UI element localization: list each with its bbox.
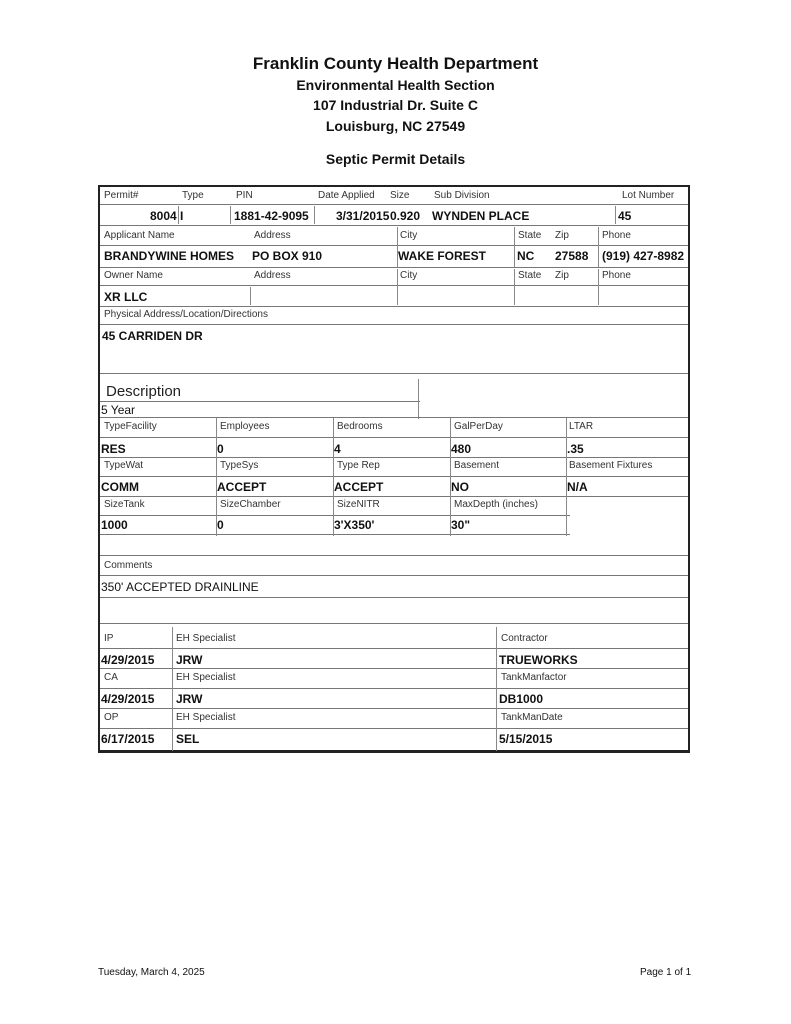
owner-address-label: Address [254, 270, 291, 281]
applicant-name: BRANDYWINE HOMES [104, 249, 235, 263]
address-line: 107 Industrial Dr. Suite C [313, 97, 478, 113]
location-label: Physical Address/Location/Directions [104, 309, 268, 320]
applicant-address: PO BOX 910 [252, 249, 323, 263]
size-label: Size [390, 190, 410, 201]
basement-fixtures-label: Basement Fixtures [569, 460, 653, 471]
type-facility-value: RES [101, 442, 126, 456]
size-tank-label: SizeTank [104, 499, 145, 510]
ca-date: 4/29/2015 [101, 692, 155, 706]
type-wat-value: COMM [101, 480, 139, 494]
owner-name-label: Owner Name [104, 270, 163, 281]
form-title: Septic Permit Details [325, 151, 466, 167]
applicant-state: NC [517, 249, 535, 263]
type-sys-value: ACCEPT [217, 480, 267, 494]
type-facility-label: TypeFacility [104, 421, 157, 432]
ltar-value: .35 [567, 442, 584, 456]
type-rep-label: Type Rep [337, 460, 380, 471]
comments-value: 350' ACCEPTED DRAINLINE [101, 580, 259, 594]
applicant-zip: 27588 [555, 249, 589, 263]
size-value: 0.920 [390, 209, 421, 223]
size-nitr-label: SizeNITR [337, 499, 380, 510]
description-heading: Description [106, 383, 182, 400]
basement-label: Basement [454, 460, 500, 471]
tank-man-date-value: 5/15/2015 [499, 732, 553, 746]
max-depth-value: 30" [451, 518, 471, 532]
employees-label: Employees [220, 421, 270, 432]
permit-label: Permit# [104, 190, 139, 201]
contractor-label: Contractor [501, 633, 548, 644]
applicant-name-label: Applicant Name [104, 230, 175, 241]
ip-label: IP [104, 633, 114, 644]
ip-specialist-label: EH Specialist [176, 633, 236, 644]
date-applied-value: 3/31/2015 [336, 209, 390, 223]
city-line: Louisburg, NC 27549 [325, 118, 466, 134]
contractor-value: TRUEWORKS [499, 653, 578, 667]
op-specialist-label: EH Specialist [176, 712, 236, 723]
permit-form [98, 185, 690, 753]
lot-number-value: 45 [618, 209, 632, 223]
department-title: Franklin County Health Department [252, 54, 539, 73]
op-specialist: SEL [176, 732, 200, 746]
type-label: Type [182, 190, 204, 201]
ip-date: 4/29/2015 [101, 653, 155, 667]
size-nitr-value: 3'X350' [334, 518, 375, 532]
ca-specialist-label: EH Specialist [176, 672, 236, 683]
owner-state-label: State [518, 270, 542, 281]
basement-value: NO [451, 480, 469, 494]
footer-page: Page 1 of 1 [640, 967, 692, 978]
employees-value: 0 [217, 442, 224, 456]
pin-value: 1881-42-9095 [234, 209, 309, 223]
lot-number-label: Lot Number [622, 190, 675, 201]
owner-phone-label: Phone [602, 270, 631, 281]
tank-manufactor-label: TankManfactor [501, 672, 567, 683]
comments-label: Comments [104, 560, 153, 571]
owner-zip-label: Zip [555, 270, 569, 281]
pin-label: PIN [236, 190, 253, 201]
bedrooms-label: Bedrooms [337, 421, 383, 432]
applicant-zip-label: Zip [555, 230, 569, 241]
permit-number: 8004 [150, 209, 177, 223]
size-chamber-label: SizeChamber [220, 499, 281, 510]
subdivision-label: Sub Division [434, 190, 490, 201]
applicant-city-label: City [400, 230, 418, 241]
applicant-state-label: State [518, 230, 542, 241]
footer-date: Tuesday, March 4, 2025 [98, 967, 205, 978]
description-value: 5 Year [101, 403, 136, 417]
op-date: 6/17/2015 [101, 732, 155, 746]
gal-per-day-label: GalPerDay [454, 421, 503, 432]
section-title: Environmental Health Section [296, 77, 495, 93]
type-sys-label: TypeSys [220, 460, 259, 471]
applicant-address-label: Address [254, 230, 291, 241]
applicant-phone-label: Phone [602, 230, 631, 241]
type-wat-label: TypeWat [104, 460, 144, 471]
owner-city-label: City [400, 270, 418, 281]
ca-specialist: JRW [176, 692, 203, 706]
ltar-label: LTAR [569, 421, 594, 432]
size-chamber-value: 0 [217, 518, 224, 532]
owner-name: XR LLC [104, 290, 148, 304]
tank-man-date-label: TankManDate [501, 712, 563, 723]
bedrooms-value: 4 [334, 442, 341, 456]
size-tank-value: 1000 [101, 518, 128, 532]
gal-per-day-value: 480 [451, 442, 472, 456]
permit-type: I [180, 209, 184, 223]
basement-fixtures-value: N/A [567, 480, 588, 494]
applicant-city: WAKE FOREST [398, 249, 487, 263]
tank-manufactor-value: DB1000 [499, 692, 544, 706]
subdivision-value: WYNDEN PLACE [432, 209, 530, 223]
applicant-phone: (919) 427-8982 [602, 249, 685, 263]
max-depth-label: MaxDepth (inches) [454, 499, 538, 510]
op-label: OP [104, 712, 119, 723]
location-value: 45 CARRIDEN DR [102, 329, 203, 343]
ip-specialist: JRW [176, 653, 203, 667]
date-applied-label: Date Applied [318, 190, 375, 201]
ca-label: CA [104, 672, 118, 683]
type-rep-value: ACCEPT [334, 480, 384, 494]
